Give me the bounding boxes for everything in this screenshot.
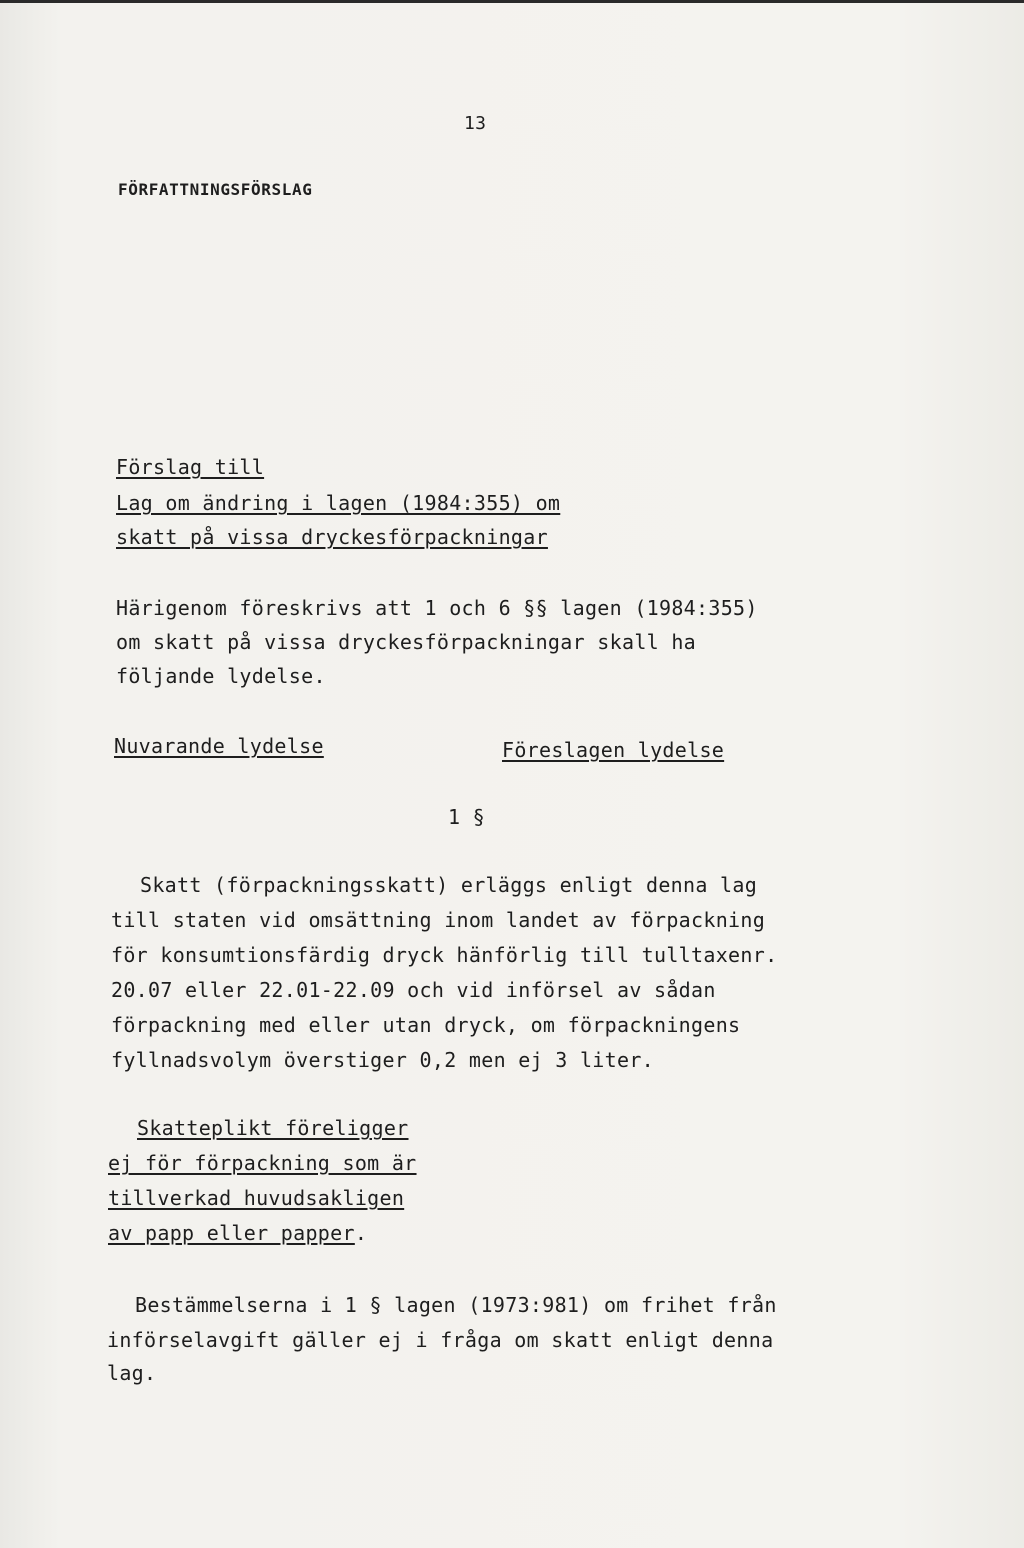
exemption-line-4: [108, 1221, 367, 1245]
intro-line-1: Härigenom föreskrivs att 1 och 6 §§ lagen (1984:355): [116, 596, 758, 620]
title-line-3: skatt på vissa dryckesförpackningar: [116, 525, 548, 549]
intro-line-3: följande lydelse.: [116, 664, 326, 688]
exemption-line-4-text: av papp eller papper: [108, 1221, 355, 1245]
intro-line-2: om skatt på vissa dryckesförpackningar skall ha: [116, 630, 697, 654]
title-line-1: Förslag till: [116, 455, 265, 479]
exemption-line-3: tillverkad huvudsakligen: [108, 1186, 405, 1210]
para1-line-6: fyllnadsvolym överstiger 0,2 men ej 3 liter.: [111, 1048, 655, 1072]
para2-line-1: Bestämmelserna i 1 § lagen (1973:981) om frihet från: [135, 1293, 777, 1317]
page-number: 13: [464, 113, 487, 134]
column-proposed-heading: Föreslagen lydelse: [502, 738, 725, 762]
para1-line-3: för konsumtionsfärdig dryck hänförlig till tulltaxenr.: [111, 943, 778, 967]
exemption-line-2: ej för förpackning som är: [108, 1151, 417, 1175]
para2-line-2: införselavgift gäller ej i fråga om skatt enligt denna: [107, 1328, 774, 1352]
para2-line-3: lag.: [107, 1361, 157, 1385]
column-current-heading: Nuvarande lydelse: [114, 734, 324, 758]
title-line-2: Lag om ändring i lagen (1984:355) om: [116, 491, 561, 515]
section-mark: 1 §: [448, 805, 486, 829]
para1-line-4: 20.07 eller 22.01-22.09 och vid införsel av sådan: [111, 978, 716, 1002]
section-heading: FÖRFATTNINGSFÖRSLAG: [118, 180, 313, 199]
para1-line-2: till staten vid omsättning inom landet av förpackning: [111, 908, 766, 932]
para1-line-1: Skatt (förpackningsskatt) erläggs enligt denna lag: [140, 873, 758, 897]
scan-edge: [0, 0, 1024, 3]
exemption-line-1: Skatteplikt föreligger: [137, 1116, 409, 1140]
exemption-period: .: [354, 1221, 368, 1245]
para1-line-5: förpackning med eller utan dryck, om förpackningens: [111, 1013, 741, 1037]
